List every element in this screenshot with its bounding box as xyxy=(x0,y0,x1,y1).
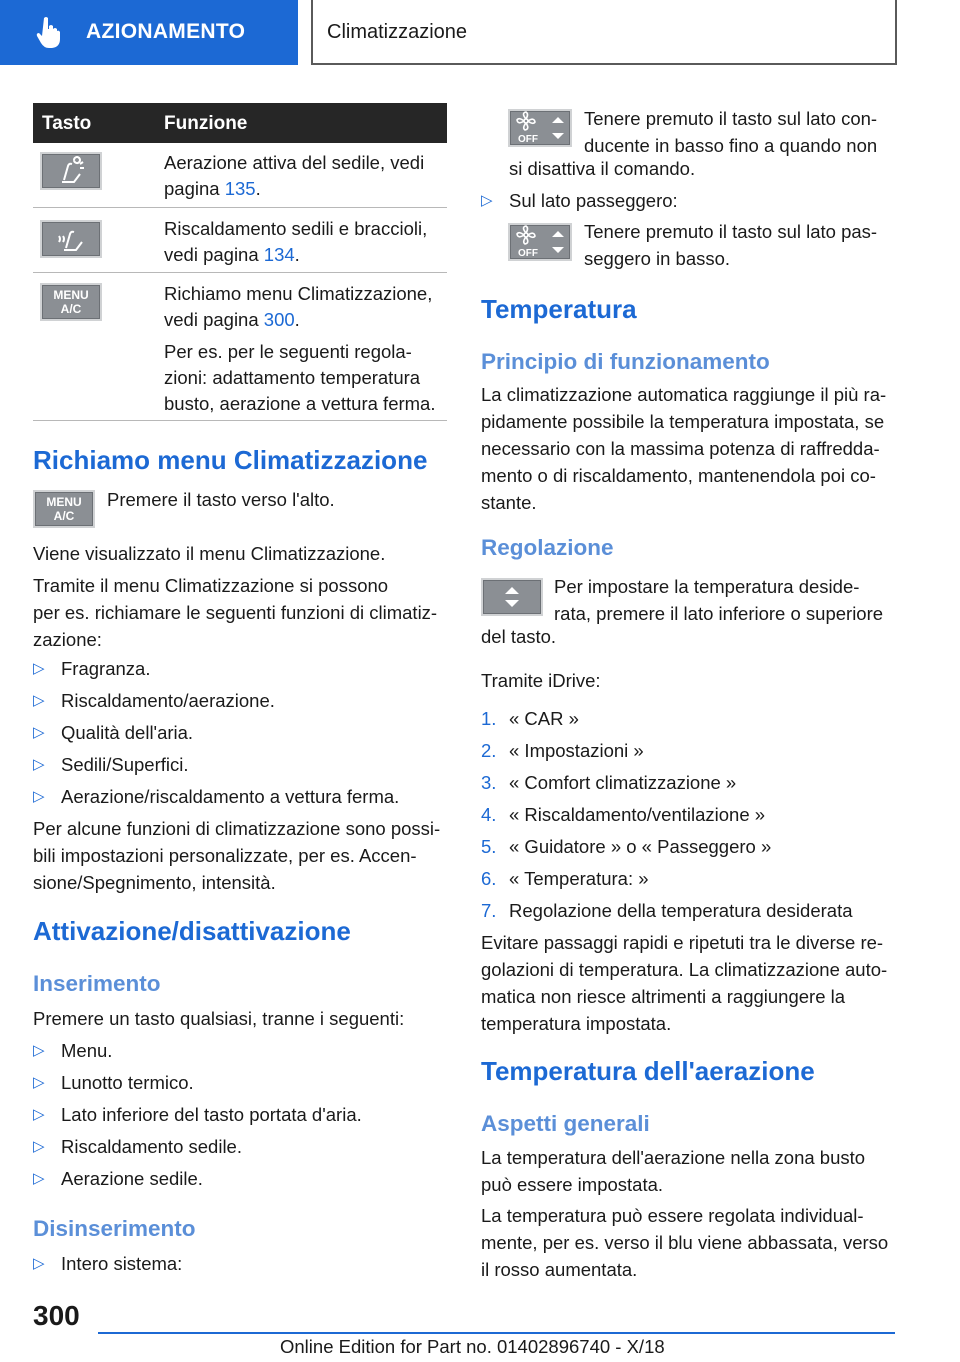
list-item-text: Aerazione sedile. xyxy=(61,1168,203,1189)
table-row xyxy=(33,143,447,208)
page-number: 300 xyxy=(33,1300,80,1331)
menu-paragraph: Viene visualizzato il menu Climatizzazione. xyxy=(33,543,386,564)
list-item-text: Lato inferiore del tasto portata d'aria. xyxy=(61,1104,362,1125)
heading-regulation: Regolazione xyxy=(481,535,614,560)
paragraph-line: Evitare passaggi rapidi e ripetuti tra le diverse re- xyxy=(481,932,884,953)
triangle-bullet-icon: ▷ xyxy=(33,724,45,741)
triangle-bullet-icon: ▷ xyxy=(481,192,493,209)
step-number: 6. xyxy=(481,868,497,889)
row-description-prefix: pagina xyxy=(164,178,225,199)
heading-on: Inserimento xyxy=(33,971,161,996)
paragraph-line: del tasto. xyxy=(481,626,557,647)
paragraph-line: per es. richiamare le seguenti funzioni di climatiz- xyxy=(33,602,438,623)
paragraph-line: Tenere premuto il tasto sul lato con- xyxy=(584,108,878,129)
page-link-135[interactable]: 135 xyxy=(224,178,256,199)
paragraph-line: seggero in basso. xyxy=(584,248,731,269)
page-link-300[interactable]: 300 xyxy=(263,309,295,330)
row-description: Richiamo menu Climatizzazione, xyxy=(164,283,433,304)
step-number: 3. xyxy=(481,772,497,793)
step-number: 1. xyxy=(481,708,497,729)
paragraph-line: può essere impostata. xyxy=(481,1174,664,1195)
list-item-text: Intero sistema: xyxy=(61,1253,183,1274)
row-extra-line: Per es. per le seguenti regola- xyxy=(164,341,412,362)
list-item-text: Menu. xyxy=(61,1040,113,1061)
fan-off-key-icon xyxy=(508,223,572,261)
off-key-label: OFF xyxy=(518,248,538,259)
idrive-label: Tramite iDrive: xyxy=(481,670,601,691)
off-key-label: OFF xyxy=(518,134,538,145)
row-description-suffix: . xyxy=(294,244,300,265)
heading-off: Disinserimento xyxy=(33,1216,196,1241)
step-number: 4. xyxy=(481,804,497,825)
paragraph-line: mento o di riscaldamento, mantenendola poi co- xyxy=(481,465,876,486)
paragraph-line: necessario con la massima potenza di raffredda- xyxy=(481,438,880,459)
triangle-bullet-icon: ▷ xyxy=(33,692,45,709)
row-description: Aerazione attiva del sedile, vedi xyxy=(164,152,425,173)
list-item-text: Sedili/Superfici. xyxy=(61,754,189,775)
paragraph-line: ducente in basso fino a quando non xyxy=(584,135,878,156)
paragraph-line: pidamente possibile la temperatura impostata, se xyxy=(481,411,885,432)
paragraph-line: matica non riesce altrimenti a raggiungere la xyxy=(481,986,846,1007)
step-number: 5. xyxy=(481,836,497,857)
table-row xyxy=(33,208,447,273)
list-item-text: Aerazione/riscaldamento a vettura ferma. xyxy=(61,786,400,807)
paragraph-line: bili impostazioni personalizzate, per es. Accen- xyxy=(33,845,417,866)
paragraph-line: stante. xyxy=(481,492,537,513)
section-title: AZIONAMENTO xyxy=(86,20,246,43)
chapter-title: Climatizzazione xyxy=(327,21,468,43)
column-header-function: Funzione xyxy=(164,113,248,134)
list-item-text: Fragranza. xyxy=(61,658,151,679)
menu-key-label: MENU xyxy=(53,288,89,302)
page-link-134[interactable]: 134 xyxy=(263,244,295,265)
list-item-text: Riscaldamento/aerazione. xyxy=(61,690,275,711)
paragraph-line: mente, per es. verso il blu viene abbassata, verso xyxy=(481,1232,889,1253)
seat-ventilation-key-icon xyxy=(40,152,102,190)
list-item-text: « Comfort climatizzazione » xyxy=(509,772,737,793)
seat-heating-key-icon xyxy=(40,220,102,258)
triangle-bullet-icon: ▷ xyxy=(33,788,45,805)
heading-menu: Richiamo menu Climatizzazione xyxy=(33,445,428,475)
triangle-bullet-icon: ▷ xyxy=(33,1138,45,1155)
table-row xyxy=(33,273,447,421)
step-number: 2. xyxy=(481,740,497,761)
paragraph-line: Per alcune funzioni di climatizzazione sono possi- xyxy=(33,818,441,839)
list-item-text: Qualità dell'aria. xyxy=(61,722,194,743)
list-item-text: Riscaldamento sedile. xyxy=(61,1136,242,1157)
list-item-text: Sul lato passeggero: xyxy=(509,190,678,211)
paragraph-line: La climatizzazione automatica raggiunge il più ra- xyxy=(481,384,887,405)
triangle-bullet-icon: ▷ xyxy=(33,756,45,773)
footer-divider xyxy=(98,1332,895,1334)
paragraph-line: La temperatura dell'aerazione nella zona busto xyxy=(481,1147,866,1168)
column-header-key: Tasto xyxy=(42,113,92,134)
list-item-text: « Temperatura: » xyxy=(509,868,649,889)
row-extra-line: busto, aerazione a vettura ferma. xyxy=(164,393,436,414)
row-extra-line: zioni: adattamento temperatura xyxy=(164,367,421,388)
paragraph-line: Tenere premuto il tasto sul lato pas- xyxy=(584,221,878,242)
row-description-prefix: vedi pagina xyxy=(164,309,264,330)
heading-air-temperature: Temperatura dell'aerazione xyxy=(481,1056,815,1086)
triangle-bullet-icon: ▷ xyxy=(33,1106,45,1123)
heading-onoff: Attivazione/disattivazione xyxy=(33,916,351,946)
triangle-bullet-icon: ▷ xyxy=(33,660,45,677)
function-table xyxy=(33,103,447,421)
menu-instruction: Premere il tasto verso l'alto. xyxy=(107,489,335,510)
row-extra-text xyxy=(164,339,447,417)
list-item-text: « Riscaldamento/ventilazione » xyxy=(509,804,766,825)
edition-label: Online Edition for Part no. 01402896740 - X/18 xyxy=(280,1336,665,1357)
list-item-text: « Impostazioni » xyxy=(509,740,644,761)
paragraph-line: Tramite il menu Climatizzazione si possono xyxy=(33,575,389,596)
paragraph-line: Per impostare la temperatura deside- xyxy=(554,576,860,597)
list-item-text: « CAR » xyxy=(509,708,579,729)
paragraph-line: si disattiva il comando. xyxy=(509,158,696,179)
paragraph-line: golazioni di temperatura. La climatizzazione auto- xyxy=(481,959,888,980)
menu-key-label: MENU xyxy=(46,495,82,509)
paragraph-line: La temperatura può essere regolata individual- xyxy=(481,1205,864,1226)
paragraph-line: temperatura impostata. xyxy=(481,1013,672,1034)
on-paragraph: Premere un tasto qualsiasi, tranne i seguenti: xyxy=(33,1008,405,1029)
section-tab[interactable] xyxy=(0,0,298,65)
fan-off-key-icon xyxy=(508,109,572,147)
row-description-prefix: vedi pagina xyxy=(164,244,264,265)
row-description-suffix: . xyxy=(255,178,261,199)
list-item-text: Lunotto termico. xyxy=(61,1072,194,1093)
table-header xyxy=(33,103,447,143)
temperature-up-down-key-icon xyxy=(481,578,543,616)
triangle-bullet-icon: ▷ xyxy=(33,1170,45,1187)
paragraph-line: il rosso aumentata. xyxy=(481,1259,638,1280)
ac-key-label: A/C xyxy=(60,302,82,316)
row-description-suffix: . xyxy=(294,309,300,330)
list-item-text: Regolazione della temperatura desiderata xyxy=(509,900,853,921)
ac-key-label: A/C xyxy=(53,509,75,523)
heading-general: Aspetti generali xyxy=(481,1111,650,1136)
heading-principle: Principio di funzionamento xyxy=(481,349,770,374)
list-item-text: « Guidatore » o « Passeggero » xyxy=(509,836,772,857)
row-description: Riscaldamento sedili e braccioli, xyxy=(164,218,428,239)
triangle-bullet-icon: ▷ xyxy=(33,1255,45,1272)
hand-pointer-icon xyxy=(36,16,62,48)
heading-temperature: Temperatura xyxy=(481,294,637,324)
chapter-header xyxy=(311,0,897,65)
step-number: 7. xyxy=(481,900,497,921)
triangle-bullet-icon: ▷ xyxy=(33,1074,45,1091)
triangle-bullet-icon: ▷ xyxy=(33,1042,45,1059)
menu-ac-key-icon xyxy=(33,490,95,528)
paragraph-line: rata, premere il lato inferiore o superiore xyxy=(554,603,884,624)
paragraph-line: sione/Spegnimento, intensità. xyxy=(33,872,276,893)
paragraph-line: zazione: xyxy=(33,629,102,650)
menu-ac-key-icon xyxy=(40,283,102,321)
